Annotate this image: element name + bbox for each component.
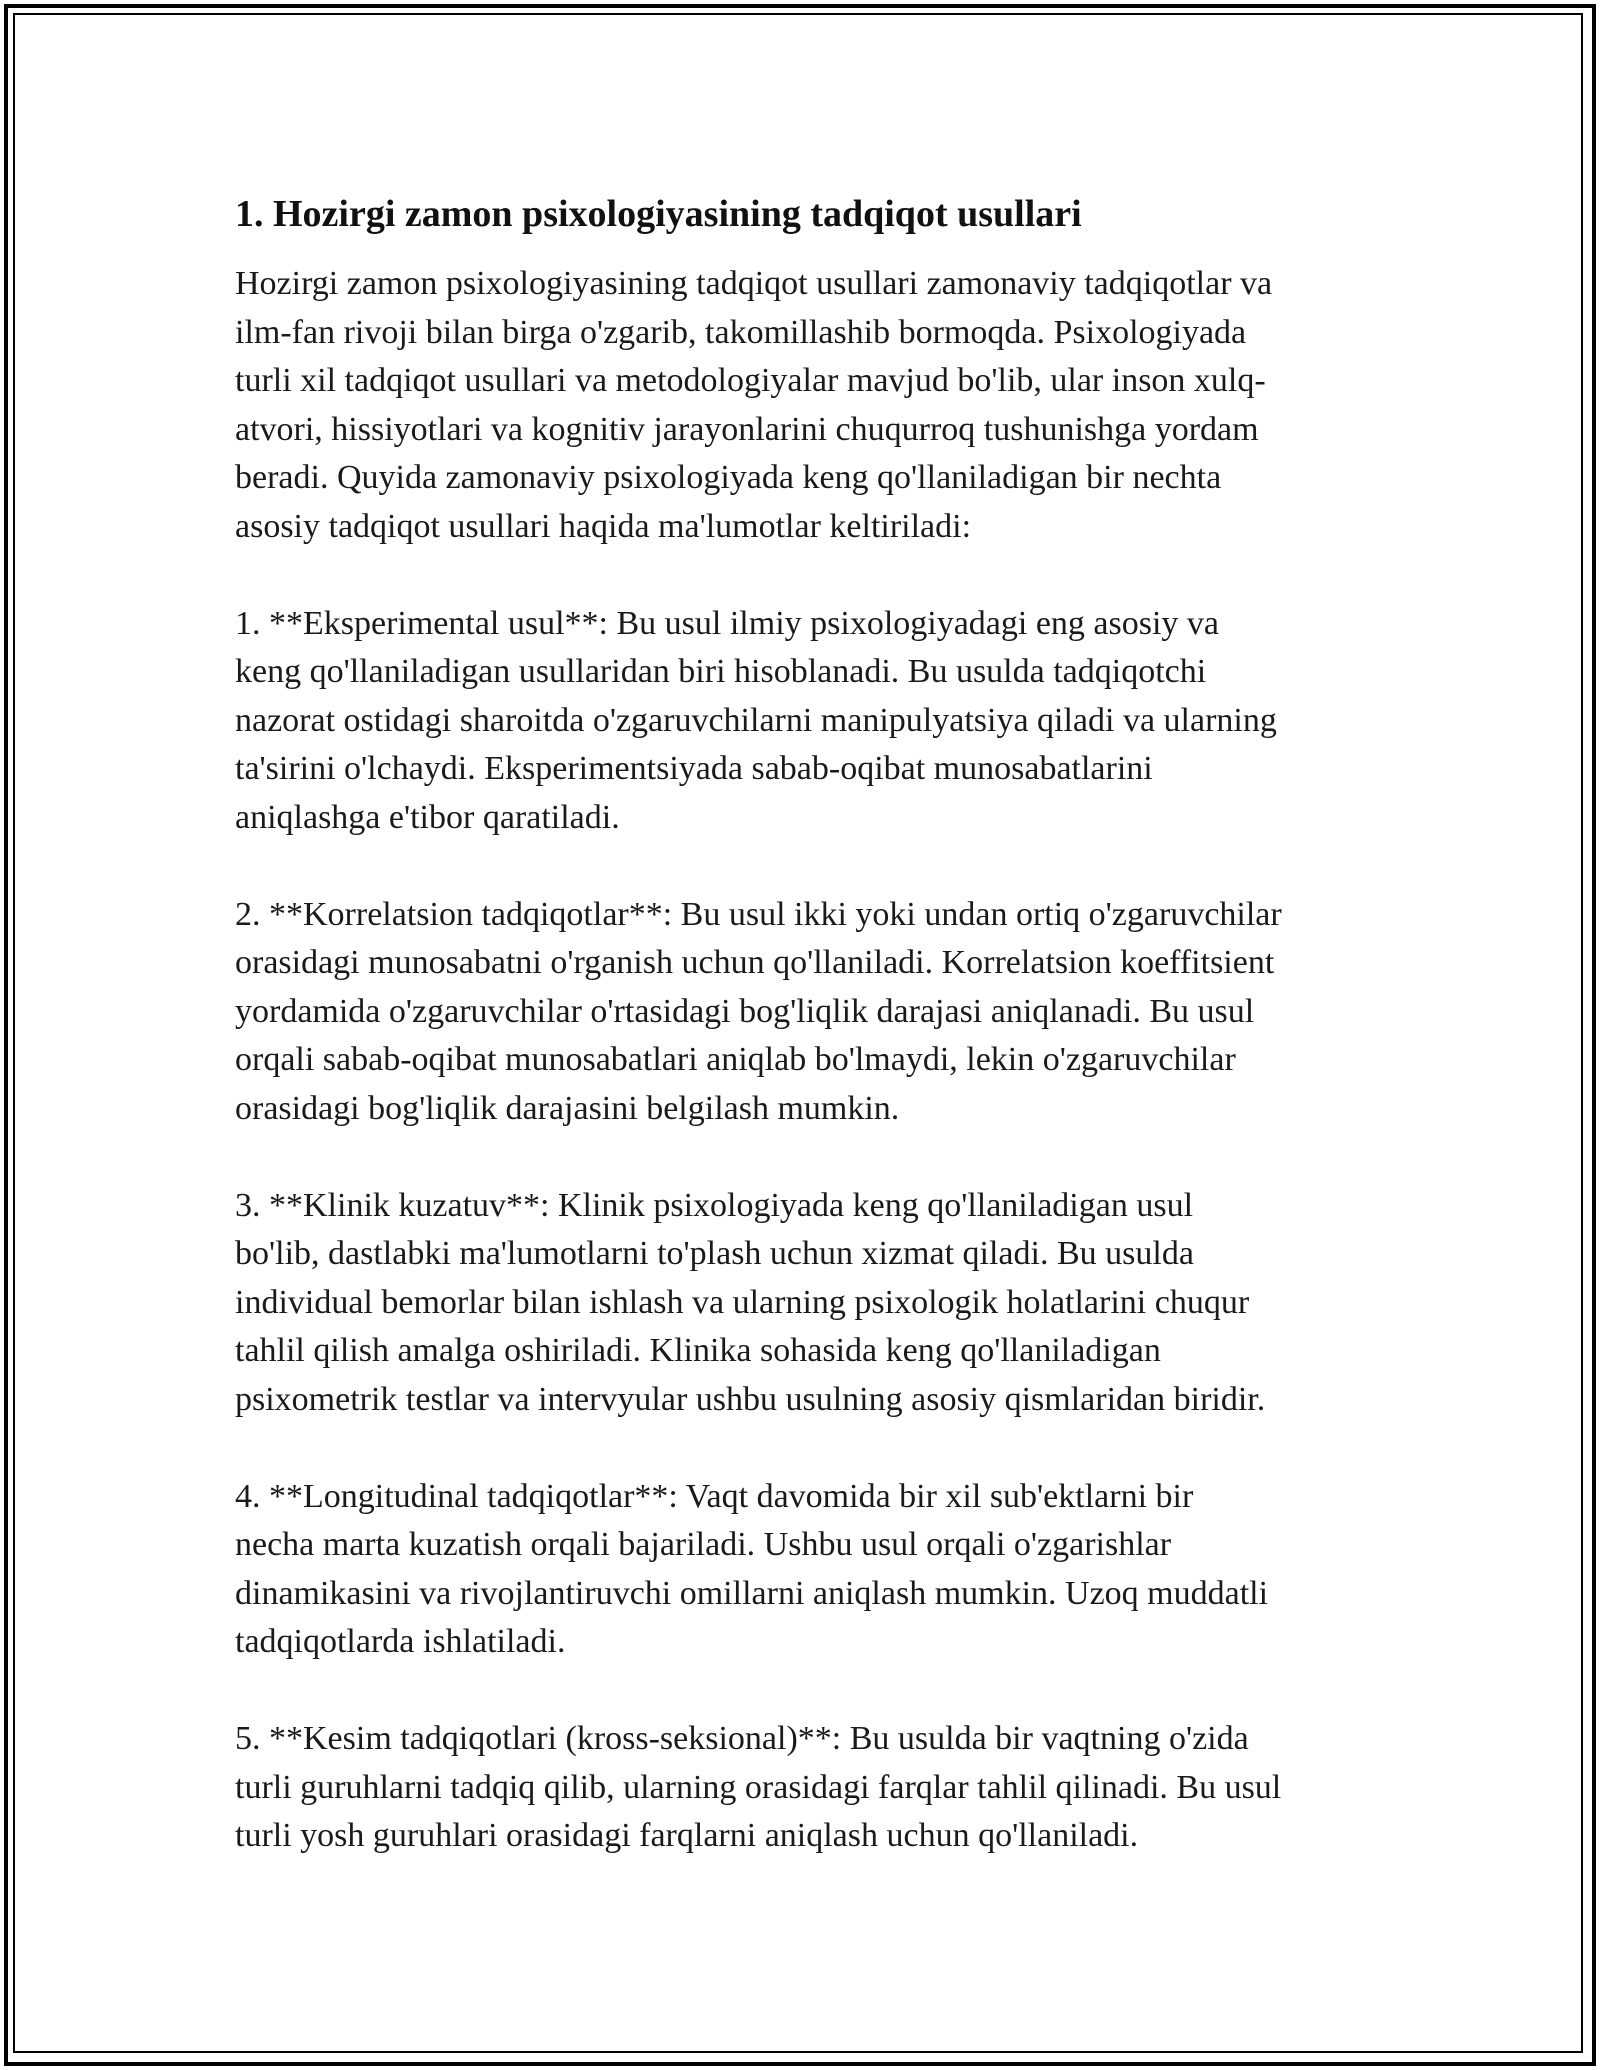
document-body <box>235 190 1375 1909</box>
method-cross-sectional-paragraph: 5. **Kesim tadqiqotlari (kross-seksional)**: Bu usulda bir vaqtning o'zida turli guruhlarni tadqiq qilib, ularning orasidagi farqlar tahlil qilinadi. Bu usul turli yosh guruhlari orasidagi farqlarni aniqlash uchun qo'llaniladi. <box>235 1720 1282 1854</box>
method-longitudinal-paragraph: 4. **Longitudinal tadqiqotlar**: Vaqt davomida bir xil sub'ektlarni bir necha marta kuzatish orqali bajariladi. Ushbu usul orqali o'zgarishlar dinamikasini va rivojlantiruvchi omillarni aniqlash mumkin. Uzoq muddatli tadqiqotlarda ishlatiladi. <box>235 1477 1269 1660</box>
method-experimental-paragraph: 1. **Eksperimental usul**: Bu usul ilmiy psixologiyadagi eng asosiy va keng qo'llaniladigan usullaridan biri hisoblanadi. Bu usulda tadqiqotchi nazorat ostidagi sharoitda o'zgaruvchilarni manipulyatsiya qiladi va ularning ta'sirini o'lchaydi. Eksperimentsiyada sabab-oqibat munosabatlarini aniqlashga e'tibor qaratiladi. <box>235 604 1277 836</box>
method-correlational-paragraph: 2. **Korrelatsion tadqiqotlar**: Bu usul ikki yoki undan ortiq o'zgaruvchilar orasidagi munosabatni o'rganish uchun qo'llaniladi. Korrelatsion koeffitsient yordamida o'zgaruvchilar o'rtasidagi bog'liqlik darajasi aniqlanadi. Bu usul orqali sabab-oqibat munosabatlari aniqlab bo'lmaydi, lekin o'zgaruvchilar orasidagi bog'liqlik darajasini belgilash mumkin. <box>235 895 1282 1127</box>
intro-paragraph: Hozirgi zamon psixologiyasining tadqiqot usullari zamonaviy tadqiqotlar va ilm-fan rivoji bilan birga o'zgarib, takomillashib bormoqda. Psixologiyada turli xil tadqiqot usullari va metodologiyalar mavjud bo'lib, ular inson xulq- atvori, hissiyotlari va kognitiv jarayonlarini chuqurroq tushunishga yordam beradi. Quyida zamonaviy psixologiyada keng qo'llaniladigan bir nechta asosiy tadqiqot usullari haqida ma'lumotlar keltiriladi: <box>235 265 1273 545</box>
method-clinical-paragraph: 3. **Klinik kuzatuv**: Klinik psixologiyada keng qo'llaniladigan usul bo'lib, dastlabki ma'lumotlarni to'plash uchun xizmat qiladi. Bu usulda individual bemorlar bilan ishlash va ularning psixologik holatlarini chuqur tahlil qilish amalga oshiriladi. Klinika sohasida keng qo'llaniladigan psixometrik testlar va intervyular ushbu usulning asosiy qismlaridan biridir. <box>235 1186 1266 1418</box>
document-title: 1. Hozirgi zamon psixologiyasining tadqiqot usullari <box>235 193 1082 235</box>
